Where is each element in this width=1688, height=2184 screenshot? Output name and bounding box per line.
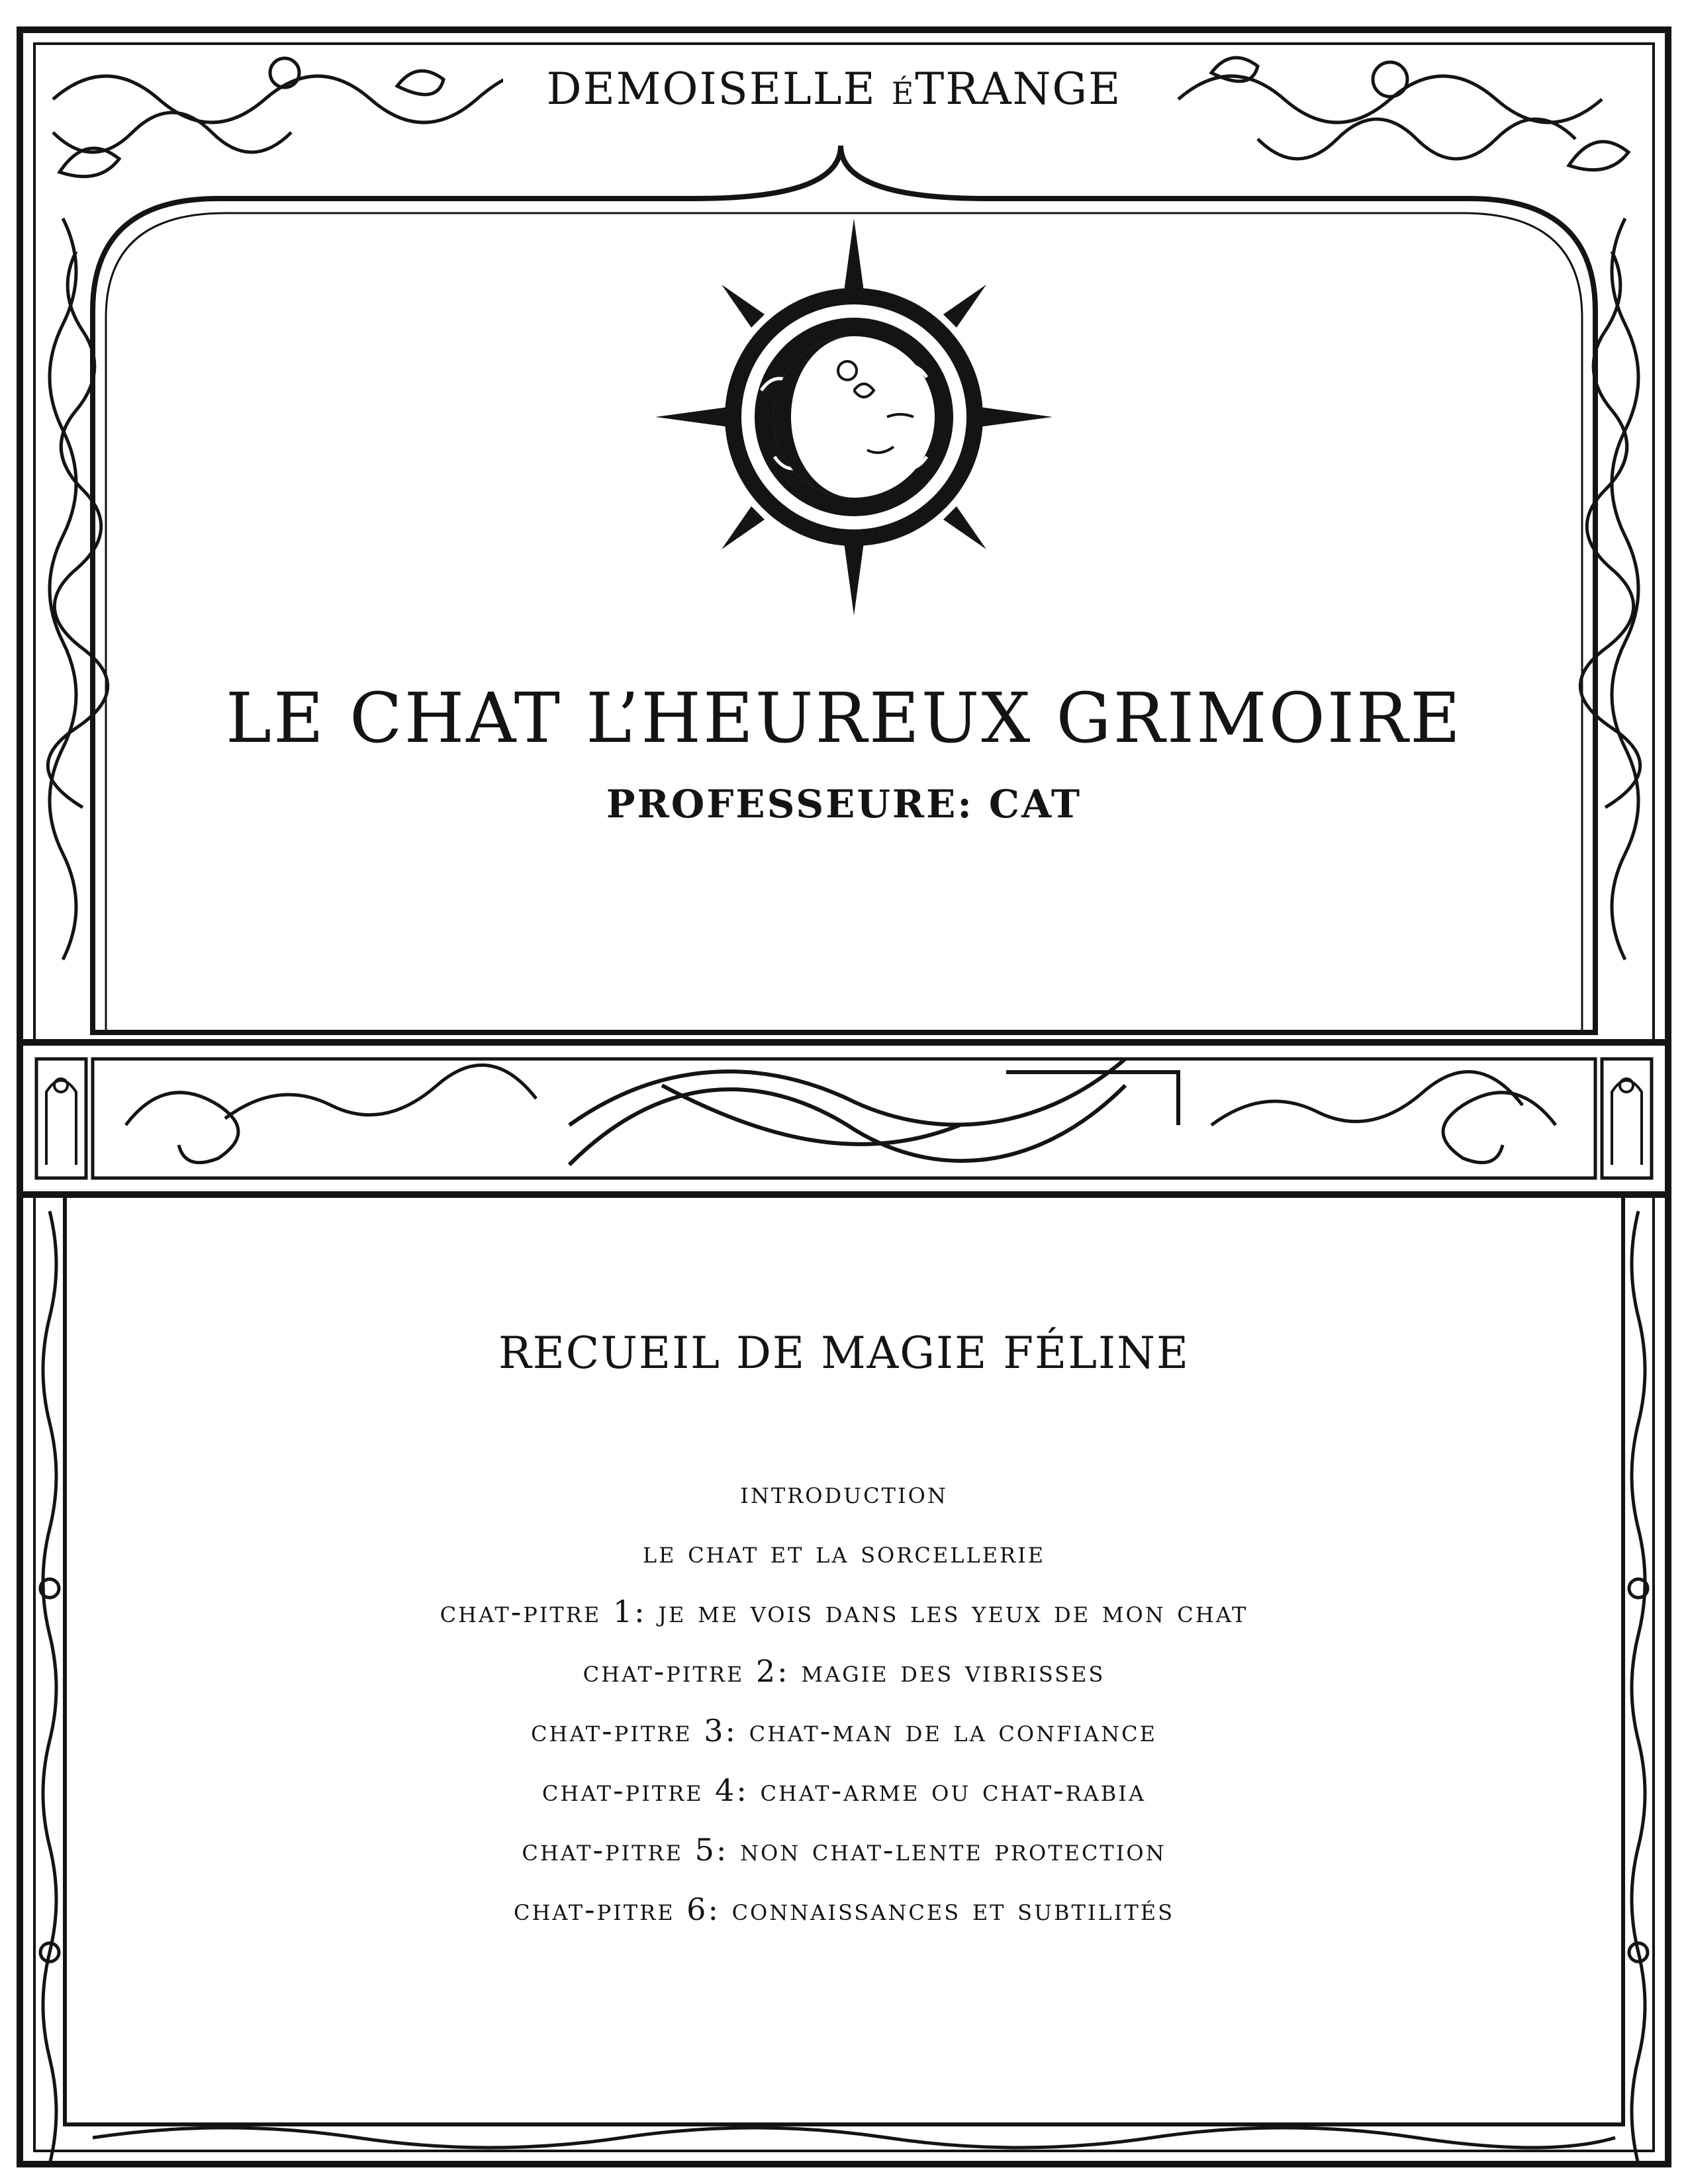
grimoire-title: LE CHAT L’HEUREUX GRIMOIRE	[225, 678, 1463, 758]
toc-item[interactable]: chat-pitre 6: connaissances et subtilités	[513, 1891, 1175, 1927]
series-title: DEMOISELLE éTRANGE	[503, 53, 1165, 126]
toc-item[interactable]: chat-pitre 1: je me vois dans les yeux de mon chat	[440, 1594, 1248, 1629]
toc-item[interactable]: chat-pitre 5: non chat-lente protection	[522, 1832, 1166, 1868]
toc-item[interactable]: le chat et la sorcellerie	[642, 1534, 1046, 1570]
compass-moon-emblem	[655, 218, 1053, 615]
toc-item[interactable]: chat-pitre 4: chat-arme ou chat-rabia	[541, 1772, 1147, 1808]
author-line: PROFESSEURE: CAT	[606, 782, 1082, 827]
table-of-contents	[132, 1463, 1556, 1939]
toc-item[interactable]: chat-pitre 2: magie des vibrisses	[583, 1653, 1105, 1689]
toc-item[interactable]: chat-pitre 3: chat-man de la confiance	[531, 1713, 1157, 1749]
toc-item[interactable]: introduction	[740, 1475, 948, 1510]
collection-title: RECUEIL DE MAGIE FÉLINE	[498, 1328, 1190, 1379]
